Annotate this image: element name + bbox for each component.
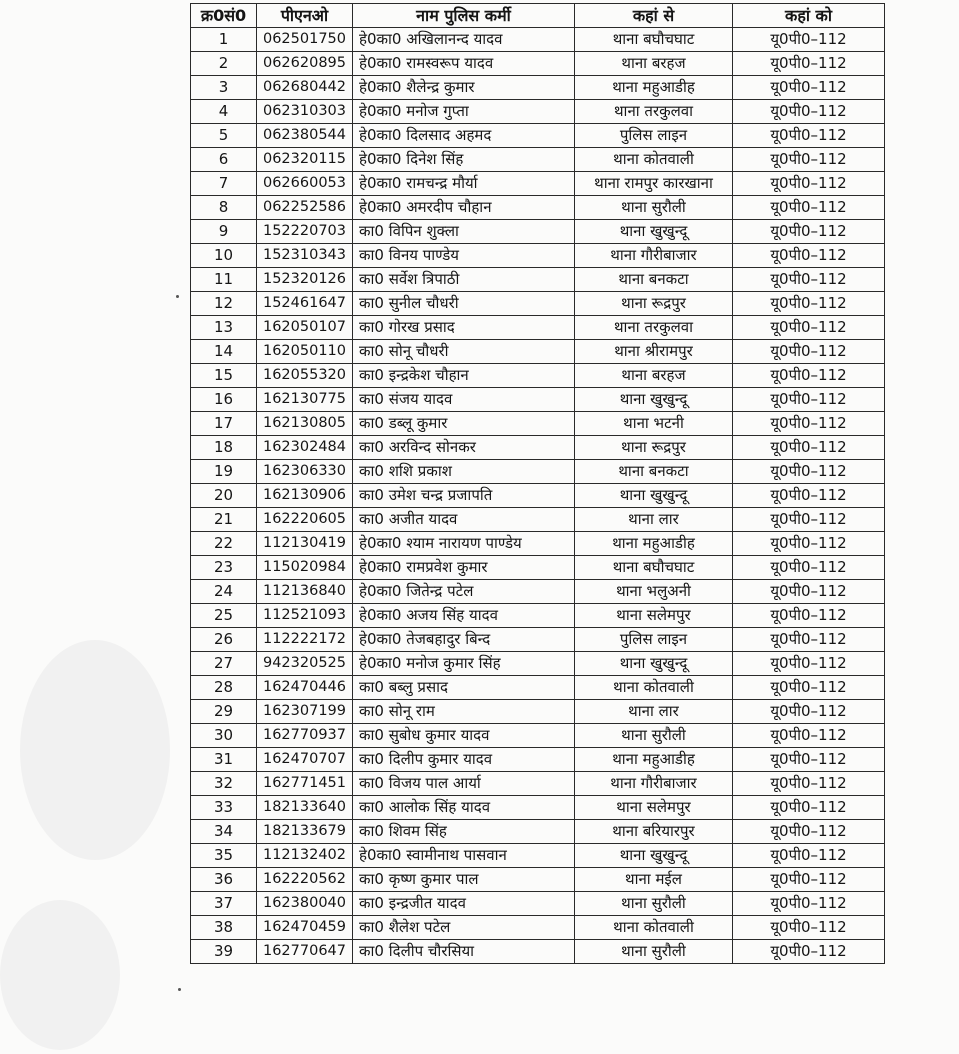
police-name-cell: हे0का0 अजय सिंह यादव <box>353 604 575 628</box>
to-location-cell: यू0पी0–112 <box>733 124 885 148</box>
pno-cell: 062252586 <box>257 196 353 220</box>
to-location-cell: यू0पी0–112 <box>733 868 885 892</box>
to-location-cell: यू0पी0–112 <box>733 652 885 676</box>
table-row <box>191 484 885 508</box>
header-to: कहां को <box>733 4 885 28</box>
to-location-cell: यू0पी0–112 <box>733 748 885 772</box>
serial-no-cell: 15 <box>191 364 257 388</box>
to-location-cell: यू0पी0–112 <box>733 364 885 388</box>
police-name-cell: का0 सुनील चौधरी <box>353 292 575 316</box>
from-location-cell: थाना तरकुलवा <box>575 100 733 124</box>
serial-no-cell: 32 <box>191 772 257 796</box>
police-name-cell: का0 अरविन्द सोनकर <box>353 436 575 460</box>
from-location-cell: थाना सलेमपुर <box>575 796 733 820</box>
table-row <box>191 148 885 172</box>
police-name-cell: का0 इन्द्रजीत यादव <box>353 892 575 916</box>
serial-no-cell: 34 <box>191 820 257 844</box>
pno-cell: 112132402 <box>257 844 353 868</box>
from-location-cell: थाना बरहज <box>575 52 733 76</box>
from-location-cell: थाना बघौचघाट <box>575 556 733 580</box>
police-name-cell: हे0का0 तेजबहादुर बिन्द <box>353 628 575 652</box>
table-row <box>191 628 885 652</box>
paper-stain <box>20 640 170 860</box>
serial-no-cell: 4 <box>191 100 257 124</box>
police-name-cell: का0 शिवम सिंह <box>353 820 575 844</box>
to-location-cell: यू0पी0–112 <box>733 628 885 652</box>
serial-no-cell: 31 <box>191 748 257 772</box>
table-row <box>191 436 885 460</box>
from-location-cell: थाना मईल <box>575 868 733 892</box>
to-location-cell: यू0पी0–112 <box>733 292 885 316</box>
table-body <box>191 28 885 964</box>
police-name-cell: हे0का0 दिनेश सिंह <box>353 148 575 172</box>
serial-no-cell: 9 <box>191 220 257 244</box>
pno-cell: 162302484 <box>257 436 353 460</box>
serial-no-cell: 19 <box>191 460 257 484</box>
serial-no-cell: 29 <box>191 700 257 724</box>
to-location-cell: यू0पी0–112 <box>733 340 885 364</box>
to-location-cell: यू0पी0–112 <box>733 148 885 172</box>
serial-no-cell: 7 <box>191 172 257 196</box>
from-location-cell: थाना तरकुलवा <box>575 316 733 340</box>
pno-cell: 162380040 <box>257 892 353 916</box>
serial-no-cell: 39 <box>191 940 257 964</box>
from-location-cell: थाना सुरौली <box>575 940 733 964</box>
police-name-cell: का0 आलोक सिंह यादव <box>353 796 575 820</box>
table-row <box>191 748 885 772</box>
pno-cell: 162220605 <box>257 508 353 532</box>
to-location-cell: यू0पी0–112 <box>733 820 885 844</box>
from-location-cell: थाना गौरीबाजार <box>575 772 733 796</box>
police-name-cell: का0 सोनू चौधरी <box>353 340 575 364</box>
table-row <box>191 244 885 268</box>
from-location-cell: थाना कोतवाली <box>575 148 733 172</box>
table-row <box>191 172 885 196</box>
table-row <box>191 532 885 556</box>
from-location-cell: थाना भलुअनी <box>575 580 733 604</box>
from-location-cell: थाना लार <box>575 700 733 724</box>
pno-cell: 162130805 <box>257 412 353 436</box>
police-name-cell: का0 विपिन शुक्ला <box>353 220 575 244</box>
to-location-cell: यू0पी0–112 <box>733 532 885 556</box>
table-row <box>191 892 885 916</box>
from-location-cell: थाना रूद्रपुर <box>575 292 733 316</box>
police-name-cell: हे0का0 अमरदीप चौहान <box>353 196 575 220</box>
police-name-cell: का0 अजीत यादव <box>353 508 575 532</box>
serial-no-cell: 18 <box>191 436 257 460</box>
police-transfer-table <box>190 3 885 964</box>
from-location-cell: थाना लार <box>575 508 733 532</box>
to-location-cell: यू0पी0–112 <box>733 772 885 796</box>
to-location-cell: यू0पी0–112 <box>733 676 885 700</box>
from-location-cell: पुलिस लाइन <box>575 628 733 652</box>
pno-cell: 112222172 <box>257 628 353 652</box>
to-location-cell: यू0पी0–112 <box>733 580 885 604</box>
from-location-cell: थाना सुरौली <box>575 892 733 916</box>
pno-cell: 162470707 <box>257 748 353 772</box>
header-pno: पीएनओ <box>257 4 353 28</box>
from-location-cell: थाना खुखुन्दू <box>575 844 733 868</box>
pno-cell: 162220562 <box>257 868 353 892</box>
police-name-cell: हे0का0 जितेन्द्र पटेल <box>353 580 575 604</box>
pno-cell: 062320115 <box>257 148 353 172</box>
table-row <box>191 604 885 628</box>
table-row <box>191 820 885 844</box>
table-row <box>191 652 885 676</box>
serial-no-cell: 27 <box>191 652 257 676</box>
serial-no-cell: 8 <box>191 196 257 220</box>
serial-no-cell: 14 <box>191 340 257 364</box>
serial-no-cell: 22 <box>191 532 257 556</box>
serial-no-cell: 38 <box>191 916 257 940</box>
from-location-cell: थाना कोतवाली <box>575 676 733 700</box>
from-location-cell: थाना भटनी <box>575 412 733 436</box>
table-row <box>191 724 885 748</box>
pno-cell: 162770937 <box>257 724 353 748</box>
from-location-cell: थाना बघौचघाट <box>575 28 733 52</box>
table-row <box>191 676 885 700</box>
from-location-cell: थाना बनकटा <box>575 268 733 292</box>
table-row <box>191 868 885 892</box>
table-row <box>191 700 885 724</box>
to-location-cell: यू0पी0–112 <box>733 700 885 724</box>
police-name-cell: का0 दिलीप कुमार यादव <box>353 748 575 772</box>
police-name-cell: का0 कृष्ण कुमार पाल <box>353 868 575 892</box>
police-name-cell: हे0का0 मनोज कुमार सिंह <box>353 652 575 676</box>
police-name-cell: का0 दिलीप चौरसिया <box>353 940 575 964</box>
from-location-cell: थाना सलेमपुर <box>575 604 733 628</box>
pno-cell: 062660053 <box>257 172 353 196</box>
table-row <box>191 556 885 580</box>
header-serial-no: क्र0सं0 <box>191 4 257 28</box>
to-location-cell: यू0पी0–112 <box>733 724 885 748</box>
table-row <box>191 124 885 148</box>
from-location-cell: थाना महुआडीह <box>575 748 733 772</box>
from-location-cell: थाना श्रीरामपुर <box>575 340 733 364</box>
to-location-cell: यू0पी0–112 <box>733 196 885 220</box>
serial-no-cell: 20 <box>191 484 257 508</box>
from-location-cell: थाना बरहज <box>575 364 733 388</box>
police-name-cell: का0 सुबोध कुमार यादव <box>353 724 575 748</box>
to-location-cell: यू0पी0–112 <box>733 316 885 340</box>
serial-no-cell: 37 <box>191 892 257 916</box>
police-name-cell: हे0का0 दिलसाद अहमद <box>353 124 575 148</box>
paper-speck <box>178 988 181 991</box>
serial-no-cell: 26 <box>191 628 257 652</box>
to-location-cell: यू0पी0–112 <box>733 844 885 868</box>
police-name-cell: हे0का0 अखिलानन्द यादव <box>353 28 575 52</box>
serial-no-cell: 12 <box>191 292 257 316</box>
to-location-cell: यू0पी0–112 <box>733 76 885 100</box>
serial-no-cell: 2 <box>191 52 257 76</box>
from-location-cell: थाना गौरीबाजार <box>575 244 733 268</box>
serial-no-cell: 24 <box>191 580 257 604</box>
from-location-cell: थाना रूद्रपुर <box>575 436 733 460</box>
table-row <box>191 100 885 124</box>
to-location-cell: यू0पी0–112 <box>733 940 885 964</box>
header-from: कहां से <box>575 4 733 28</box>
table-row <box>191 364 885 388</box>
pno-cell: 152220703 <box>257 220 353 244</box>
serial-no-cell: 17 <box>191 412 257 436</box>
table-row <box>191 460 885 484</box>
pno-cell: 162050110 <box>257 340 353 364</box>
police-name-cell: हे0का0 रामचन्द्र मौर्या <box>353 172 575 196</box>
police-name-cell: का0 विजय पाल आर्या <box>353 772 575 796</box>
table-row <box>191 772 885 796</box>
header-police-name: नाम पुलिस कर्मी <box>353 4 575 28</box>
pno-cell: 112130419 <box>257 532 353 556</box>
pno-cell: 162771451 <box>257 772 353 796</box>
police-name-cell: का0 बब्लु प्रसाद <box>353 676 575 700</box>
serial-no-cell: 23 <box>191 556 257 580</box>
police-name-cell: का0 शैलेश पटेल <box>353 916 575 940</box>
to-location-cell: यू0पी0–112 <box>733 436 885 460</box>
pno-cell: 162055320 <box>257 364 353 388</box>
table-row <box>191 196 885 220</box>
from-location-cell: पुलिस लाइन <box>575 124 733 148</box>
serial-no-cell: 36 <box>191 868 257 892</box>
to-location-cell: यू0पी0–112 <box>733 412 885 436</box>
to-location-cell: यू0पी0–112 <box>733 388 885 412</box>
to-location-cell: यू0पी0–112 <box>733 100 885 124</box>
paper-stain <box>0 900 120 1050</box>
serial-no-cell: 5 <box>191 124 257 148</box>
from-location-cell: थाना रामपुर कारखाना <box>575 172 733 196</box>
to-location-cell: यू0पी0–112 <box>733 172 885 196</box>
pno-cell: 062310303 <box>257 100 353 124</box>
table-row <box>191 316 885 340</box>
serial-no-cell: 21 <box>191 508 257 532</box>
pno-cell: 182133640 <box>257 796 353 820</box>
to-location-cell: यू0पी0–112 <box>733 244 885 268</box>
pno-cell: 062501750 <box>257 28 353 52</box>
pno-cell: 162050107 <box>257 316 353 340</box>
police-name-cell: हे0का0 मनोज गुप्ता <box>353 100 575 124</box>
from-location-cell: थाना कोतवाली <box>575 916 733 940</box>
table-row <box>191 580 885 604</box>
serial-no-cell: 28 <box>191 676 257 700</box>
police-name-cell: का0 गोरख प्रसाद <box>353 316 575 340</box>
pno-cell: 152461647 <box>257 292 353 316</box>
police-name-cell: हे0का0 रामस्वरूप यादव <box>353 52 575 76</box>
from-location-cell: थाना खुखुन्दू <box>575 652 733 676</box>
to-location-cell: यू0पी0–112 <box>733 892 885 916</box>
table-row <box>191 916 885 940</box>
pno-cell: 942320525 <box>257 652 353 676</box>
from-location-cell: थाना खुखुन्दू <box>575 220 733 244</box>
table-row <box>191 220 885 244</box>
pno-cell: 115020984 <box>257 556 353 580</box>
from-location-cell: थाना महुआडीह <box>575 76 733 100</box>
to-location-cell: यू0पी0–112 <box>733 460 885 484</box>
police-name-cell: हे0का0 श्याम नारायण पाण्डेय <box>353 532 575 556</box>
police-name-cell: का0 इन्द्रकेश चौहान <box>353 364 575 388</box>
from-location-cell: थाना सुरौली <box>575 724 733 748</box>
from-location-cell: थाना सुरौली <box>575 196 733 220</box>
table-row <box>191 52 885 76</box>
pno-cell: 162130775 <box>257 388 353 412</box>
serial-no-cell: 10 <box>191 244 257 268</box>
serial-no-cell: 1 <box>191 28 257 52</box>
table-row <box>191 292 885 316</box>
serial-no-cell: 6 <box>191 148 257 172</box>
pno-cell: 162130906 <box>257 484 353 508</box>
to-location-cell: यू0पी0–112 <box>733 268 885 292</box>
serial-no-cell: 25 <box>191 604 257 628</box>
pno-cell: 112136840 <box>257 580 353 604</box>
to-location-cell: यू0पी0–112 <box>733 916 885 940</box>
to-location-cell: यू0पी0–112 <box>733 484 885 508</box>
pno-cell: 182133679 <box>257 820 353 844</box>
pno-cell: 162770647 <box>257 940 353 964</box>
police-name-cell: का0 सर्वेश त्रिपाठी <box>353 268 575 292</box>
police-name-cell: का0 उमेश चन्द्र प्रजापति <box>353 484 575 508</box>
table-header-row <box>191 4 885 28</box>
table-row <box>191 796 885 820</box>
serial-no-cell: 3 <box>191 76 257 100</box>
transfer-table-container <box>190 3 885 964</box>
serial-no-cell: 30 <box>191 724 257 748</box>
table-row <box>191 340 885 364</box>
pno-cell: 062620895 <box>257 52 353 76</box>
police-name-cell: हे0का0 स्वामीनाथ पासवान <box>353 844 575 868</box>
to-location-cell: यू0पी0–112 <box>733 52 885 76</box>
pno-cell: 162470459 <box>257 916 353 940</box>
police-name-cell: हे0का0 रामप्रवेश कुमार <box>353 556 575 580</box>
from-location-cell: थाना खुखुन्दू <box>575 484 733 508</box>
to-location-cell: यू0पी0–112 <box>733 220 885 244</box>
table-row <box>191 76 885 100</box>
serial-no-cell: 16 <box>191 388 257 412</box>
paper-speck <box>176 295 179 298</box>
table-row <box>191 508 885 532</box>
pno-cell: 152310343 <box>257 244 353 268</box>
table-row <box>191 940 885 964</box>
police-name-cell: का0 संजय यादव <box>353 388 575 412</box>
to-location-cell: यू0पी0–112 <box>733 508 885 532</box>
pno-cell: 162306330 <box>257 460 353 484</box>
pno-cell: 112521093 <box>257 604 353 628</box>
police-name-cell: का0 सोनू राम <box>353 700 575 724</box>
to-location-cell: यू0पी0–112 <box>733 28 885 52</box>
table-row <box>191 844 885 868</box>
table-row <box>191 412 885 436</box>
serial-no-cell: 13 <box>191 316 257 340</box>
serial-no-cell: 33 <box>191 796 257 820</box>
pno-cell: 152320126 <box>257 268 353 292</box>
from-location-cell: थाना बरियारपुर <box>575 820 733 844</box>
police-name-cell: हे0का0 शैलेन्द्र कुमार <box>353 76 575 100</box>
to-location-cell: यू0पी0–112 <box>733 796 885 820</box>
police-name-cell: का0 विनय पाण्डेय <box>353 244 575 268</box>
from-location-cell: थाना खुखुन्दू <box>575 388 733 412</box>
police-name-cell: का0 शशि प्रकाश <box>353 460 575 484</box>
pno-cell: 162307199 <box>257 700 353 724</box>
serial-no-cell: 11 <box>191 268 257 292</box>
to-location-cell: यू0पी0–112 <box>733 604 885 628</box>
table-row <box>191 28 885 52</box>
from-location-cell: थाना महुआडीह <box>575 532 733 556</box>
table-row <box>191 268 885 292</box>
to-location-cell: यू0पी0–112 <box>733 556 885 580</box>
pno-cell: 062680442 <box>257 76 353 100</box>
police-name-cell: का0 डब्लू कुमार <box>353 412 575 436</box>
serial-no-cell: 35 <box>191 844 257 868</box>
from-location-cell: थाना बनकटा <box>575 460 733 484</box>
pno-cell: 162470446 <box>257 676 353 700</box>
table-row <box>191 388 885 412</box>
pno-cell: 062380544 <box>257 124 353 148</box>
